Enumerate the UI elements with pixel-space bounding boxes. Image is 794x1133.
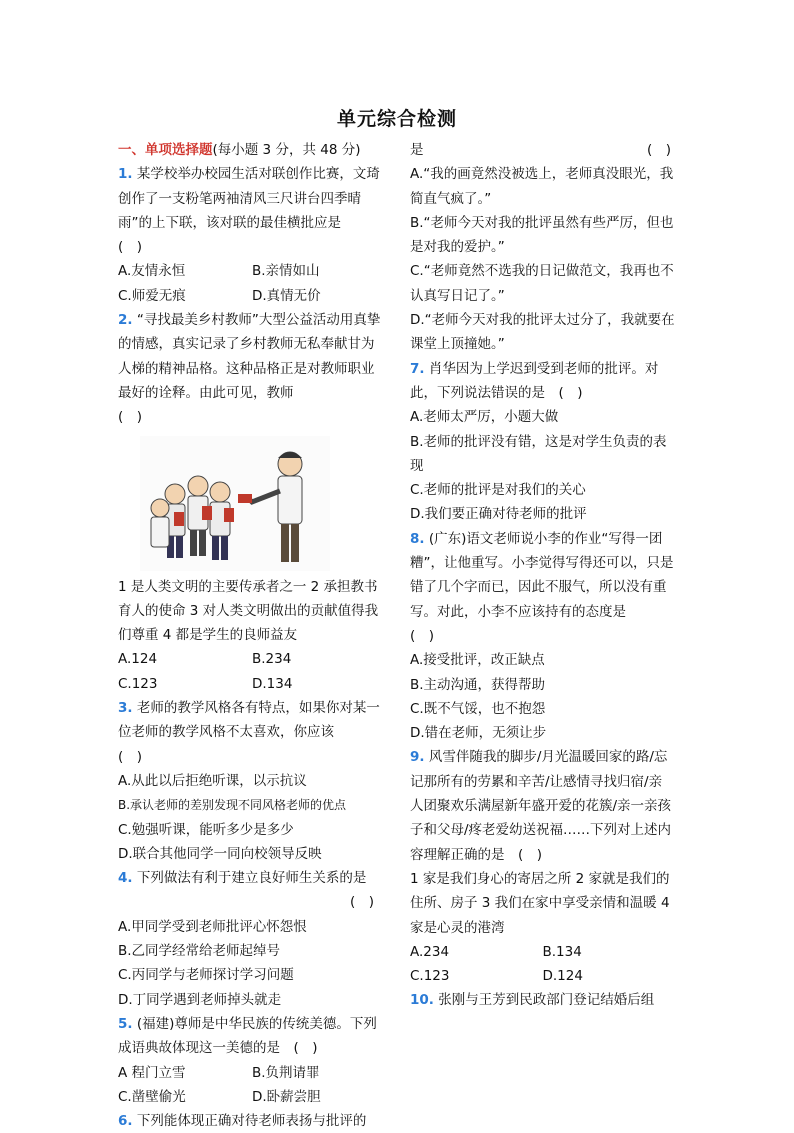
option: D.丁同学遇到老师掉头就走 <box>118 991 282 1008</box>
page-title: 单元综合检测 <box>336 108 457 130</box>
option: C.123 <box>410 968 450 985</box>
option: A.124 <box>118 651 158 668</box>
left-column <box>118 138 386 1133</box>
options-row <box>410 940 675 964</box>
options-row <box>118 1061 386 1085</box>
option: C.既不气馁，也不抱怨 <box>410 700 546 717</box>
options-row <box>118 1085 386 1109</box>
options-row <box>118 284 386 308</box>
question-4: 4. 下列做法有利于建立良好师生关系的是 <box>118 870 367 887</box>
option: D.真情无价 <box>252 287 321 304</box>
question-1: 1. 某学校举办校园生活对联创作比赛，文琦创作了一支粉笔两袖清风三尺讲台四季晴雨”的上下联，该对联的最佳横批应是 <box>118 166 380 231</box>
option: B.134 <box>542 943 582 960</box>
answer-paren: ( ) <box>118 409 143 426</box>
answer-paren: ( ) <box>293 1040 318 1057</box>
answer-paren: ( ) <box>646 142 671 158</box>
answer-paren: ( ) <box>118 239 143 256</box>
options-row <box>118 647 386 671</box>
option: B.234 <box>252 651 292 668</box>
section-heading: 一、单项选择题(每小题 3 分，共 48 分) <box>118 142 361 158</box>
option: A.“我的画竟然没被选上，老师真没眼光，我简直气疯了。” <box>410 166 674 207</box>
options-row <box>118 259 386 283</box>
option: B.“老师今天对我的批评虽然有些严厉，但也是对我的爱护。” <box>410 214 674 256</box>
option: D.124 <box>542 968 583 985</box>
question-5: 5. (福建)尊师是中华民族的传统美德。下列成语典故体现这一美德的是 ( ) <box>118 1015 377 1057</box>
option: A.友情永恒 <box>118 263 186 280</box>
answer-paren: ( ) <box>518 846 543 863</box>
option: B.主动沟通，获得帮助 <box>410 676 546 693</box>
option: D.我们要正确对待老师的批评 <box>410 506 587 523</box>
option: A.甲同学受到老师批评心怀怨恨 <box>118 918 307 935</box>
question-9: 9. 风雪伴随我的脚步/月光温暖回家的路/忘记那所有的劳累和辛苦/让感情寻找归宿/亲人团聚欢乐满屋新年盛开爱的花簇/亲一亲孩子和父母/疼老爱幼送祝福……下列对上述内容理解正确的是 ( ) <box>410 749 672 863</box>
statements: 1 家是我们身心的寄居之所 2 家就是我们的住所、房子 3 我们在家中享受亲情和温暖 4 家是心灵的港湾 <box>410 870 670 936</box>
option: B.承认老师的差别发现不同风格老师的优点 <box>118 798 347 813</box>
answer-paren: ( ) <box>349 894 374 911</box>
option: C.勉强听课，能听多少是多少 <box>118 821 294 838</box>
option: C.123 <box>118 675 158 692</box>
question-8: 8. (广东)语文老师说小李的作业“写得一团糟”，让他重写。小李觉得写得还可以，只是错了几个字而已，因此不服气，所以没有重写。对此，小李不应该持有的态度是 <box>410 530 674 620</box>
option: C.老师的批评是对我们的关心 <box>410 482 586 499</box>
answer-paren: ( ) <box>118 748 143 765</box>
option: D.134 <box>252 675 293 692</box>
option: C.“老师竟然不选我的日记做范文，我再也不认真写日记了。” <box>410 263 674 304</box>
question-7: 7. 肖华因为上学迟到受到老师的批评。对此，下列说法错误的是 ( ) <box>410 360 659 401</box>
question-6: 6. 下列能体现正确对待老师表扬与批评的 <box>118 1113 367 1130</box>
options-row <box>118 672 386 696</box>
option: B.老师的批评没有错，这是对学生负责的表现 <box>410 433 667 474</box>
option: D.卧薪尝胆 <box>252 1088 321 1105</box>
option: B.乙同学经常给老师起绰号 <box>118 943 281 960</box>
option: A.从此以后拒绝听课，以示抗议 <box>118 772 307 789</box>
option: D.联合其他同学一同向校领导反映 <box>118 845 322 862</box>
option: D.错在老师，无须让步 <box>410 725 547 742</box>
question-10: 10. 张刚与王芳到民政部门登记结婚后组 <box>410 992 655 1009</box>
option: D.“老师今天对我的批评太过分了，我就要在课堂上顶撞她。” <box>410 312 675 353</box>
option: C.丙同学与老师探讨学习问题 <box>118 967 294 984</box>
teacher-students-illustration <box>140 436 330 571</box>
options-row <box>410 964 675 988</box>
option: B.负荆请罪 <box>252 1064 320 1081</box>
right-column <box>410 138 675 1013</box>
option: A.老师太严厉，小题大做 <box>410 409 559 426</box>
option: A.接受批评，改正缺点 <box>410 652 545 669</box>
option: B.亲情如山 <box>252 263 320 280</box>
answer-paren: ( ) <box>558 384 583 401</box>
option: C.凿壁偷光 <box>118 1088 186 1105</box>
option: A.234 <box>410 943 450 960</box>
option: C.师爱无痕 <box>118 287 186 304</box>
statements: 1 是人类文明的主要传承者之一 2 承担教书育人的使命 3 对人类文明做出的贡献值得我们尊重 4 都是学生的良师益友 <box>118 578 379 644</box>
question-2: 2. “寻找最美乡村教师”大型公益活动用真挚的情感，真实记录了乡村教师无私奉献甘为人梯的精神品格。这种品格正是对教师职业最好的诠释。由此可见，教师 <box>118 312 381 401</box>
question-3: 3. 老师的教学风格各有特点，如果你对某一位老师的教学风格不太喜欢，你应该 <box>118 700 380 741</box>
question-6-continued: 是 ( ) <box>410 138 675 162</box>
answer-paren: ( ) <box>410 627 435 644</box>
option: A 程门立雪 <box>118 1064 186 1081</box>
